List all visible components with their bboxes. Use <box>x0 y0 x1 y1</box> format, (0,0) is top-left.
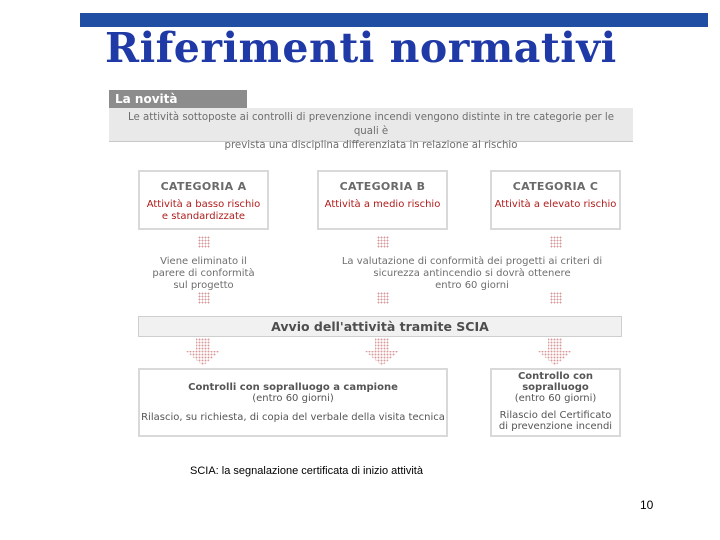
control-c-sub: (entro 60 giorni) <box>514 393 597 404</box>
controls-ab-sub: (entro 60 giorni) <box>252 393 334 404</box>
controls-ab-title: Controlli con sopralluogo a campione <box>188 382 398 393</box>
category-c-desc: Attività a elevato rischio <box>494 199 617 210</box>
note-a-line-3: sul progetto <box>173 280 234 291</box>
scia-diagram <box>105 88 635 440</box>
category-c-title: CATEGORIA C <box>512 180 599 193</box>
note-bc-line-2: sicurezza antincendio si dovrà ottenere <box>373 268 571 279</box>
note-category-a <box>138 256 269 292</box>
arrow-down-c <box>538 338 572 366</box>
intro-line-1: Le attività sottoposte ai controlli di prevenzione incendi vengono distinte in tre categorie per le quali è <box>127 112 615 137</box>
note-bc-line-1: La valutazione di conformità dei progetti ai criteri di <box>341 256 603 267</box>
page-number: 10 <box>640 498 654 512</box>
control-c-box <box>490 368 621 437</box>
connector-b <box>377 236 389 248</box>
intro-box <box>109 108 633 151</box>
scia-start-bar: Avvio dell'attività tramite SCIA <box>138 316 622 337</box>
controls-ab-box <box>138 368 448 437</box>
control-c-title-1: Controllo con <box>517 371 594 382</box>
category-b-box <box>317 170 448 230</box>
category-a-desc <box>140 199 267 223</box>
connector-a <box>198 236 210 248</box>
note-category-b-c <box>327 256 617 292</box>
category-c-box <box>490 170 621 230</box>
intro-line-2: prevista una disciplina differenziata in relazione al rischio <box>224 140 518 151</box>
category-b-title: CATEGORIA B <box>339 180 426 193</box>
arrow-down-a <box>186 338 220 366</box>
category-a-desc-line-1: Attività a basso rischio <box>146 199 261 210</box>
category-a-title: CATEGORIA A <box>160 180 247 193</box>
category-a-box <box>138 170 269 230</box>
novita-tab: La novità <box>109 90 247 108</box>
note-a-line-1: Viene eliminato il <box>160 256 247 267</box>
connector-b-2 <box>377 292 389 304</box>
control-c-title-2: sopralluogo <box>522 382 589 393</box>
note-a-line-2: parere di conformità <box>152 268 255 279</box>
category-a-desc-line-2: e standardizzate <box>161 211 246 222</box>
slide-title: Riferimenti normativi <box>105 24 617 72</box>
connector-a-2 <box>198 292 210 304</box>
category-b-desc: Attività a medio rischio <box>324 199 441 210</box>
connector-c-2 <box>550 292 562 304</box>
control-c-note-2: di prevenzione incendi <box>498 421 613 432</box>
controls-ab-note: Rilascio, su richiesta, di copia del verbale della visita tecnica <box>141 412 445 423</box>
arrow-down-b <box>365 338 399 366</box>
connector-c <box>550 236 562 248</box>
figure-caption: SCIA: la segnalazione certificata di inizio attività <box>190 465 423 477</box>
control-c-note-1: Rilascio del Certificato <box>499 410 612 421</box>
note-bc-line-3: entro 60 giorni <box>435 280 509 291</box>
